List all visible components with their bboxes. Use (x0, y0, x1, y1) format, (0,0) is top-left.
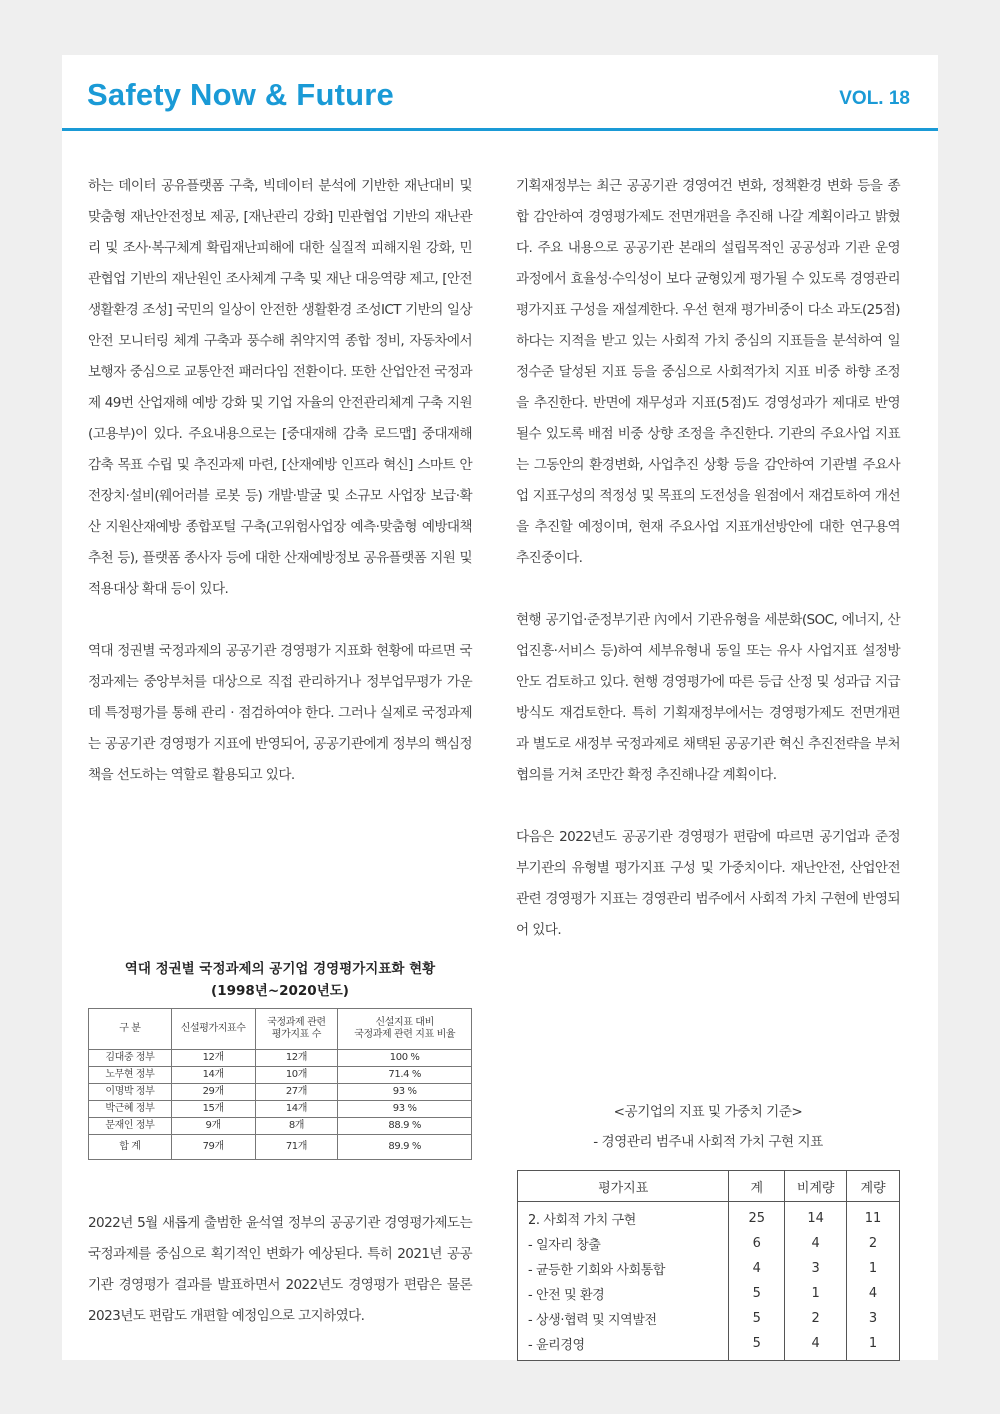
table-cell: 3 (785, 1256, 847, 1281)
table-cell: 11 (847, 1202, 900, 1232)
table-cell: 박근혜 정부 (89, 1101, 172, 1118)
paragraph: 현행 공기업·준정부기관 內에서 기관유형을 세분화(SOC, 에너지, 산업진흥·서비스 등)하여 세부유형내 동일 또는 유사 사업지표 설정방안도 검토하고 있다. 현행 경영평가에 따른 등급 산정 및 성과급 지급 방식도 재검토한다. 특히 기획재정부에서는 경영평가제도 전면개편과 별도로 새정부 국정과제로 채택된 공공기관 혁신 추진전략을 부처협의를 거쳐 조만간 확정 추진해나갈 계획이다. (516, 612, 900, 783)
table-total-row (89, 1135, 472, 1160)
table-row (518, 1202, 900, 1232)
table-title-line: 역대 정권별 국정과제의 공기업 경영평가지표화 현황 (124, 961, 436, 977)
table-cell: 89.9 % (338, 1135, 472, 1160)
table-header-row (518, 1171, 900, 1202)
table-header-row (89, 1009, 472, 1050)
right-column (516, 171, 900, 946)
table-subcaption: - 경영관리 범주내 사회적 가치 구현 지표 (593, 1134, 823, 1150)
table-row (89, 1050, 472, 1067)
table-cell: 14개 (255, 1101, 338, 1118)
table-cell: 14개 (171, 1067, 255, 1084)
table-cell: 5 (729, 1281, 785, 1306)
table-cell: 88.9 % (338, 1118, 472, 1135)
table-cell: 1 (847, 1256, 900, 1281)
paragraph: 하는 데이터 공유플랫폼 구축, 빅데이터 분석에 기반한 재난대비 및 맞춤형 재난안전정보 제공, [재난관리 강화] 민관협업 기반의 재난관리 및 조사·복구체계 확립재난피해에 대한 실질적 피해지원 강화, 민관협업 기반의 재난원인 조사체계 구축 및 재난 대응역량 제고, [안전 생활환경 조성] 국민의 일상이 안전한 생활환경 조성ICT 기반의 일상 안전 모니터링 체계 구축과 풍수해 취약지역 종합 정비, 자동차에서 보행자 중심으로 교통안전 패러다임 전환이다. 또한 산업안전 국정과제 49번 산업재해 예방 강화 및 기업 자율의 안전관리체계 구축 지원(고용부)이 있다. 주요내용으로는 [중대재해 감축 로드맵] 중대재해 감축 목표 수립 및 추진과제 마련, [산재예방 인프라 혁신] 스마트 안전장치·설비(웨어러블 로봇 등) 개발·발굴 및 소규모 사업장 보급·확산 지원산재예방 종합포털 구축(고위험사업장 예측·맞춤형 예방대책 추천 등), 플랫폼 종사자 등에 대한 산재예방정보 공유플랫폼 지원 및 적용대상 확대 등이 있다. (88, 178, 472, 597)
paragraph: 2022년 5월 새롭게 출범한 윤석열 정부의 공공기관 경영평가제도는 국정과제를 중심으로 획기적인 변화가 예상된다. 특히 2021년 공공기관 경영평가 결과를 발표하면서 2022년도 경영평가 편람은 물론 2023년도 편람도 개편할 예정임으로 고지하였다. (88, 1215, 472, 1324)
indicator-weight-table (517, 1170, 900, 1361)
publication-title: Safety Now & Future (87, 77, 394, 112)
table-row (518, 1256, 900, 1281)
table-cell: 27개 (255, 1084, 338, 1101)
table-cell: 문재인 정부 (89, 1118, 172, 1135)
column-header: 신설평가지표수 (171, 1009, 255, 1050)
table-cell: 29개 (171, 1084, 255, 1101)
table-cell: 93 % (338, 1101, 472, 1118)
table-cell: 1 (847, 1331, 900, 1361)
page (62, 55, 938, 1360)
table-cell: 4 (785, 1331, 847, 1361)
table-cell: 8개 (255, 1118, 338, 1135)
page-header (62, 55, 938, 131)
column-header: 비계량 (785, 1171, 847, 1202)
table-cell: 4 (847, 1281, 900, 1306)
table-cell: 100 % (338, 1050, 472, 1067)
table-subtitle: (1998년~2020년도) (211, 983, 349, 999)
paragraph: 역대 정권별 국정과제의 공공기관 경영평가 지표화 현황에 따르면 국정과제는 중앙부처를 대상으로 직접 관리하거나 정부업무평가 가운데 특정평가를 통해 관리 · 점검하여야 한다. 그러나 실제로 국정과제는 공공기관 경영평가 지표에 반영되어, 공공기관에게 정부의 핵심정책을 선도하는 역할로 활용되고 있다. (88, 643, 472, 783)
table-row (518, 1306, 900, 1331)
table-cell: - 안전 및 환경 (518, 1281, 729, 1306)
table-caption: <공기업의 지표 및 가중치 기준> (613, 1104, 803, 1120)
table-cell: 이명박 정부 (89, 1084, 172, 1101)
table-cell: 12개 (171, 1050, 255, 1067)
table-cell: 10개 (255, 1067, 338, 1084)
paragraph: 기획재정부는 최근 공공기관 경영여건 변화, 정책환경 변화 등을 종합 감안하여 경영평가제도 전면개편을 추진해 나갈 계획이라고 밝혔다. 주요 내용으로 공공기관 본래의 설립목적인 공공성과 기관 운영과정에서 효율성·수익성이 보다 균형있게 평가될 수 있도록 경영관리 평가지표 구성을 재설계한다. 우선 현재 평가비중이 다소 과도(25점)하다는 지적을 받고 있는 사회적 가치 중심의 지표들을 분석하여 일정수준 달성된 지표 등을 중심으로 사회적가치 지표 비중 하향 조정을 추진한다. 반면에 재무성과 지표(5점)도 경영성과가 제대로 반영될수 있도록 배점 비중 상향 조정을 추진한다. 기관의 주요사업 지표는 그동안의 환경변화, 사업추진 상황 등을 감안하여 기관별 주요사업 지표구성의 적정성 및 목표의 도전성을 원점에서 재검토하여 개선을 추진할 예정이며, 현재 주요사업 지표개선방안에 대한 연구용역 추진중이다. (516, 178, 900, 566)
table-cell: 4 (785, 1231, 847, 1256)
table-row (89, 1118, 472, 1135)
table-cell: 2 (785, 1306, 847, 1331)
volume-number: VOL. 18 (839, 88, 910, 109)
column-header: 평가지표 (518, 1171, 729, 1202)
table-row (518, 1231, 900, 1256)
table-cell: 9개 (171, 1118, 255, 1135)
table-cell: 2 (847, 1231, 900, 1256)
column-header: 국정과제 관련 평가지표 수 (255, 1009, 338, 1050)
table-cell: - 균등한 기회와 사회통합 (518, 1256, 729, 1281)
table-cell: 합 계 (89, 1135, 172, 1160)
table-cell: 14 (785, 1202, 847, 1232)
column-header: 계 (729, 1171, 785, 1202)
table-cell: 93 % (338, 1084, 472, 1101)
table-cell: 71개 (255, 1135, 338, 1160)
table-row (89, 1084, 472, 1101)
left-bottom-text (88, 1208, 472, 1332)
government-indicator-table (88, 1008, 472, 1160)
column-header: 신설지표 대비 국정과제 관련 지표 비율 (338, 1009, 472, 1050)
table-row (89, 1067, 472, 1084)
paragraph: 다음은 2022년도 공공기관 경영평가 편람에 따르면 공기업과 준정부기관의 유형별 평가지표 구성 및 가중치이다. 재난안전, 산업안전 관련 경영평가 지표는 경영관리 범주에서 사회적 가치 구현에 반영되어 있다. (516, 829, 900, 938)
table-cell: 1 (785, 1281, 847, 1306)
left-column (88, 171, 472, 791)
table-cell: 김대중 정부 (89, 1050, 172, 1067)
table-cell: 5 (729, 1306, 785, 1331)
table-cell: 3 (847, 1306, 900, 1331)
table-title (88, 958, 472, 1002)
table-cell: 노무현 정부 (89, 1067, 172, 1084)
table-cell: - 일자리 창출 (518, 1231, 729, 1256)
table-cell: 71.4 % (338, 1067, 472, 1084)
table-cell: 12개 (255, 1050, 338, 1067)
table-cell: 5 (729, 1331, 785, 1361)
table-row (89, 1101, 472, 1118)
table-row (518, 1281, 900, 1306)
table-cell: - 상생·협력 및 지역발전 (518, 1306, 729, 1331)
column-header: 계량 (847, 1171, 900, 1202)
table-row (518, 1331, 900, 1361)
table-cell: 4 (729, 1256, 785, 1281)
table-cell: 15개 (171, 1101, 255, 1118)
table-cell: - 윤리경영 (518, 1331, 729, 1361)
table-cell: 25 (729, 1202, 785, 1232)
table-cell: 6 (729, 1231, 785, 1256)
table-cell: 2. 사회적 가치 구현 (518, 1202, 729, 1232)
column-header: 구 분 (89, 1009, 172, 1050)
table-cell: 79개 (171, 1135, 255, 1160)
